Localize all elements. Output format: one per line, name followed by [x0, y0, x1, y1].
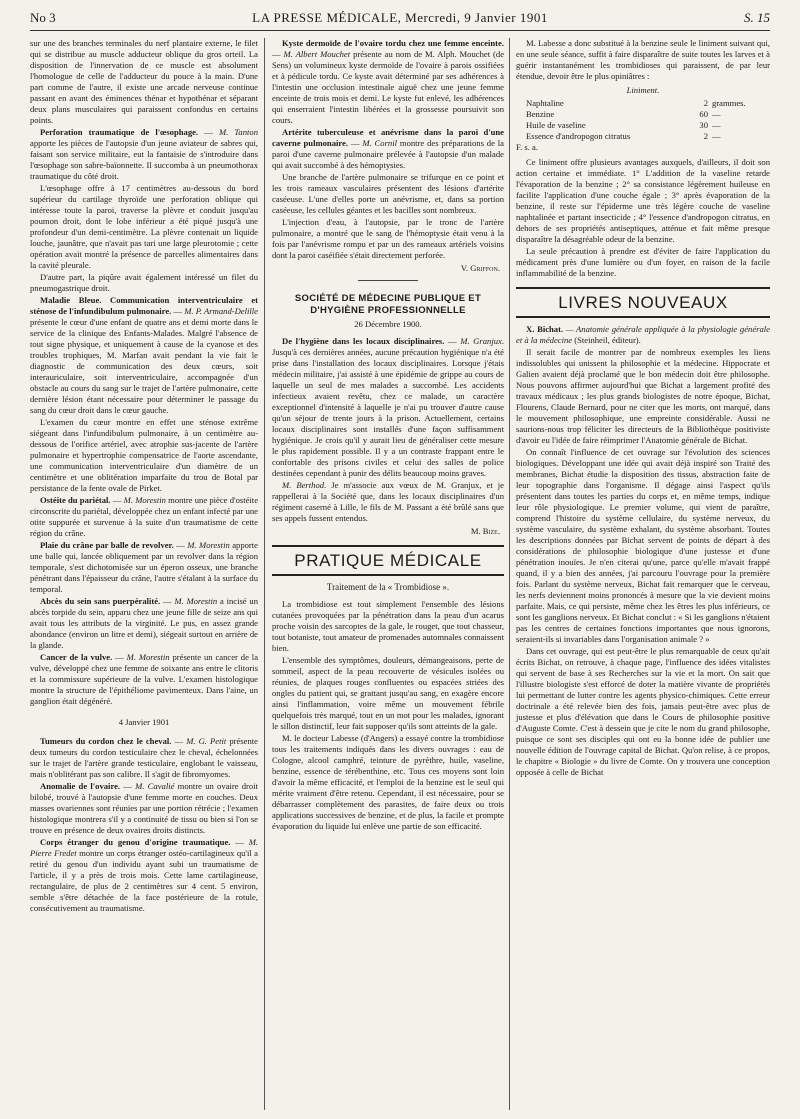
article-title: Maladie Bleue. Communication interventriculaire et sténose de l'infundibulum pulmonaire. [30, 295, 258, 316]
signature: V. Griffon. [460, 263, 500, 273]
article-text: . Je m'associe aux vœux de M. Granjux, et je rappellerai à la Société que, dans les locaux disciplinaires d'un régiment caserné à Lille, le fils de M. Passant a été brûlé sans que ses appels fussent entendus. [272, 480, 504, 523]
article-berthod [272, 480, 504, 524]
ingredient-name: Benzine [526, 109, 555, 119]
ingredient-unit: — [712, 109, 721, 119]
article-text: apporte les pièces de l'autopsie d'un jeune aviateur de sabres qui, faisant son service militaire, eut la fantaisie de s'introduire dans l'œsophage son sabre-baïonnette. Il succomba à un pneumothorax traumatique du côté droit. [30, 138, 258, 181]
liniment-title: Liniment. [626, 85, 660, 95]
paragraph: La seule précaution à prendre est d'éviter de faire l'application du médicament près d'une lumière ou d'un foyer, en raison de la facile inflammabilité de la benzine. [516, 246, 770, 278]
column-3 [516, 38, 770, 1110]
article-author: M. Cavalié [135, 781, 175, 791]
header-rule [30, 30, 770, 31]
paragraph: On connaît l'influence de cet ouvrage sur l'évolution des sciences biologiques. Développant une idée qui avait déjà inspiré son Traité des membranes, Bichat étudie la disposition des tissus, abstraction faite de leur topographie dans l'organisme. Il dégage ainsi l'aspect qu'ils présentent dans toutes les parties du corps et, en même temps, indique leur rôle physiologique. Le premier volume, qui vient de paraître, comprend l'histoire du système cellulaire, du système nerveux, du système vasculaire, du système exhalant, du système absorbant. Toutes les descriptions données par Bichat servent de points de départ à des considérations de philosophie biologique d'une justesse et d'une pénétration inouïes. Je n'en citerai qu'une, parce qu'elle m'avait frappé quand, il y a bien des années, j'ai parcouru l'ouvrage pour la première fois. Parlant du système nerveux, Bichat fait remarquer que le cerveau, les nerfs deviennent moins prononcés à mesure que la vie devient moins parfaite. Mais, ce qui persiste, même chez les êtres les plus inférieurs, ce sont les ganglions nerveux. Et Bichat conclut : « Si les ganglions n'étaient pas les centres de certaines fonctions importantes que nous ignorons, seraient-ils si invariables dans l'organisation animale ? » [516, 447, 770, 644]
article-author: M. Morestin [187, 540, 230, 550]
section-title-pratique-medicale: PRATIQUE MÉDICALE [272, 545, 504, 576]
ingredient-name: Huile de vaseline [526, 120, 586, 130]
ingredient-name: Essence d'andropogon citratus [526, 131, 631, 141]
article-title: Perforation traumatique de l'œsophage. [40, 127, 199, 137]
ingredient-qty: 60 [699, 109, 708, 119]
recipe-row [516, 131, 770, 142]
article-author: M. Albert Mouchet [283, 49, 351, 59]
article-title: De l'hygiène dans les locaux disciplinaires. [282, 336, 445, 346]
section-subtitle: Traitement de la « Trombidiose ». [326, 582, 450, 592]
article-author: M. P. Armand-Delille [184, 306, 258, 316]
article-arterite-tuberculeuse: Artérite tuberculeuse et anévrisme dans la paroi d'une caverne pulmonaire. — M. Cornil montre des préparations de la paroi d'une caverne pulmonaire prélevée à l'autopsie d'un malade qui avait succombé à des hémoptysies. [272, 127, 504, 170]
paragraph: M. Labesse a donc substitué à la benzine seule le liniment suivant qui, en une seule séance, suffit à faire disparaître de suite toutes les larves et à guérir instantanément les trombidioses qui paraissent, de par leur étendue, devoir être le plus opiniâtres : [516, 38, 770, 81]
paragraph: L'examen du cœur montre en effet une sténose extrême siégeant dans l'infundibulum pulmonaire, à un centimètre au-dessous de l'orifice artériel, avec atrophie sus-jacente de l'artère pulmonaire et hypertrophie compensatrice de l'aorte ascendante, une communication interventriculaire d'un diamètre de un centimètre et une oblitération imparfaite du trou de Botal par persistance de la fente ovale de Pirket. [30, 417, 258, 493]
article-title: Kyste dermoïde de l'ovaire tordu chez une femme enceinte. [282, 38, 504, 48]
ingredient-qty: 2 [703, 131, 708, 141]
article-title: Cancer de la vulve. [40, 652, 113, 662]
book-publisher: (Steinheil, éditeur). [574, 335, 641, 345]
article-maladie-bleue: Maladie Bleue. Communication interventriculaire et sténose de l'infundibulum pulmonaire. — M. P. Armand-Delille présente le cœur d'une enfant de quatre ans et demi morte dans le service de la clinique des Enfants-Malades. Malgré l'absence de tout signe physique, et uniquement à cause de la cyanose et des troubles trophiques, M. Marfan avait pendant la vie fait le diagnostic de communication des deux cœurs, soit interauriculaire, soit interventriculaire, accompagnée d'un obstacle au cours du sang sur le trajet de l'artère pulmonaire, cette dernière lésion étant nécessaire pour déterminer le passage du sang du cœur droit dans le cœur gauche. [30, 295, 258, 415]
article-text: apporte une balle qui, lancée obliquement par un revolver dans la région temporale, s'est dichotomisée sur un éperon osseux, une branche pénétrant dans l'épaisseur du crâne, l'autre s'étalant à la surface du temporal. [30, 540, 258, 594]
article-title: Anomalie de l'ovaire. [40, 781, 121, 791]
article-title: Ostéite du pariétal. [40, 495, 111, 505]
article-anomalie-ovaire: Anomalie de l'ovaire. — M. Cavalié montre un ovaire droit bilobé, trouvé à l'autopsie d'une femme morte en couches. Deux masses ovariennes sont réunies par une portion rétrécie ; l'examen histologique montrera s'il y a continuité de tissu ou bien si l'on se trouve en présence de deux ovaires droits distincts. [30, 781, 258, 835]
paragraph: L'injection d'eau, à l'autopsie, par le tronc de l'artère pulmonaire, a montré que le sang de l'hémoptysie était venu à la fois par l'anévrisme rompu et par un des rameaux artériels voisins dont la paroi caséifiée s'était directement perforée. [272, 217, 504, 260]
recipe-row [516, 142, 770, 153]
society-title: SOCIÉTÉ DE MÉDECINE PUBLIQUE ET D'HYGIÈNE PROFESSIONNELLE [294, 293, 482, 316]
recipe-row [516, 109, 770, 120]
article-text: présente le cœur d'une enfant de quatre ans et demi morte dans le service de la clinique des Enfants-Malades. Malgré l'absence de tout signe physique, et uniquement à cause de la cyanose et des troubles trophiques, M. Marfan avait pendant la vie fait le diagnostic de communication des deux cœurs, soit interauriculaire, soit interventriculaire, accompagnée d'un obstacle au cours du sang sur le trajet de l'artère pulmonaire, cette dernière lésion étant nécessaire pour déterminer le passage du sang du cœur droit dans le cœur gauche. [30, 317, 258, 415]
article-title: Corps étranger du genou d'origine traumatique. [40, 837, 231, 847]
article-corps-etranger-genou: Corps étranger du genou d'origine traumatique. — M. Pierre Fredet montre un corps étranger ostéo-cartilagineux qu'il a retiré du genou d'un individu ayant subi un traumatisme de l'article, il y a près de trois mois. Cette lame cartilagineuse, rectangulaire, de plus de 2 centimètres sur 4 cent. 5 environ, semble s'être détachée de la face postérieure de la rotule, consécutivement au traumatisme. [30, 837, 258, 913]
column-2 [272, 38, 504, 1110]
article-title: Tumeurs du cordon chez le cheval. [40, 736, 172, 746]
paragraph: Dans cet ouvrage, qui est peut-être le plus remarquable de ceux qu'ait écrits Bichat, on retrouve, à chaque page, l'influence des idées vitalistes qui servent de base à ses Recherches sur la vie et la mort. On sait que l'illustre biologiste s'est efforcé de doter la matière vivante de propriétés lui permettant de lutter contre les agents physico-chimiques. Cette erreur doctrinale a été relevée bien des fois, jamais peut-être avec plus de justesse et plus d'élévation que dans le Cours de philosophie positive d'Auguste Comte. C'est à dessein que je cite le nom du grand philosophe, puisque ce sont ses disciples qui ont eu la bonne idée de publier une nouvelle édition de l'ouvrage capital de Bichat. Qu'on relise, à ce propos, le chapitre « Biologie » du livre de Comte. On y trouvera une conception opposée à celle de Bichat [516, 646, 770, 777]
article-kyste-dermoide: Kyste dermoïde de l'ovaire tordu chez une femme enceinte. — M. Albert Mouchet présente au nom de M. Alph. Mouchet (de Sens) un volumineux kyste dermoïde de l'ovaire à parois ossifiées et à pédicule tordu. Ce kyste avait déterminé par ses adhérences à l'intestin une occlusion intestinale aiguë chez une jeune femme enceinte de trois mois et demi. Le kyste fut enlevé, les adhérences qui enserraient l'intestin libérées et la grossesse poursuivit son cours. [272, 38, 505, 125]
ingredient-unit: — [712, 131, 721, 141]
article-text: montre une pièce d'ostéite circonscrite du pariétal, développée chez un enfant infecté par une otite suppurée et survenue à la suite d'un traumatisme de cette région du crâne. [30, 495, 259, 538]
journal-title: LA PRESSE MÉDICALE, Mercredi, 9 Janvier 1901 [252, 10, 548, 25]
article-author: M. G. Petit [186, 736, 227, 746]
section-divider [358, 280, 418, 281]
article-title: Abcès du sein sans puerpéralité. [40, 596, 161, 606]
paragraph: M. le docteur Labesse (d'Angers) a essayé contre la trombidiose tous les traitements indiqués dans les divers ouvrages : eau de Cologne, alcool camphré, teinture de pyrèthre, huile, vaseline, benzine, essence de térébenthine, etc. Tous ces moyens sont loin d'avoir la même efficacité, et l'emploi de la benzine est le seul qui mérite vraiment d'être retenu. Cependant, il est nécessaire, pour se débarrasser complètement des parasites, de faire deux ou trois applications successives de benzine, et de plus, la facile et prompte évaporation du liquide lui enlève une partie de son efficacité. [272, 733, 504, 831]
issue-number: No 3 [30, 10, 56, 25]
paragraph: D'autre part, la piqûre avait également intéressé un filet du pneumogastrique droit. [30, 272, 258, 293]
article-author: M. Pierre Fredet [30, 837, 258, 858]
running-header [30, 6, 770, 28]
signature: M. Bize. [470, 526, 500, 536]
article-text: montre des préparations de la paroi d'une caverne pulmonaire prélevée à l'autopsie d'un malade qui avait succombé à des hémoptysies. [272, 138, 504, 170]
column-1 [30, 38, 258, 1110]
article-cancer-vulve: Cancer de la vulve. — M. Morestin présente un cancer de la vulve, développé chez une femme de soixante ans entre le clitoris et la commissure supérieure de la vulve. L'examen histologique montre la structure de l'épithéliome pavimenteux. Dans l'aine, un ganglion était dégénéré. [30, 652, 259, 706]
article-title: Artérite tuberculeuse et anévrisme dans la paroi d'une caverne pulmonaire. [272, 127, 504, 148]
paragraph: La trombidiose est tout simplement l'ensemble des lésions cutanées provoquées par la pénétration dans la peau d'un acarus proche voisin des sarcoptes de la gale, le rouget, que tout chasseur, tout botaniste, tout amateur de promenades automnales connaissent bien. [272, 599, 504, 653]
article-text: montre un corps étranger ostéo-cartilagineux qu'il a retiré du genou d'un individu ayant subi un traumatisme de l'article, il y a près de trois mois. Cette lame cartilagineuse, rectangulaire, de plus de 2 centimètres sur 4 cent. 5 environ, semble s'être détachée de la face postérieure de la rotule, consécutivement au traumatisme. [30, 848, 258, 913]
article-perforation-oesophage: Perforation traumatique de l'œsophage. — M. Tanton apporte les pièces de l'autopsie d'un jeune aviateur de sabres qui, faisant son service militaire, eut la fantaisie de s'introduire dans l'œsophage son sabre-baïonnette. Il succomba à un pneumothorax traumatique du côté droit. [30, 127, 258, 181]
article-author: M. Berthod [282, 480, 325, 490]
book-title: — Anatomie générale appliquée à la physiologie générale et à la médecine [516, 324, 770, 345]
page-reference: S. 15 [744, 10, 770, 25]
article-author: M. Granjux [460, 336, 502, 346]
section-title-livres-nouveaux: LIVRES NOUVEAUX [516, 287, 770, 318]
book-review-heading [516, 324, 770, 346]
article-author: M. Morestin [123, 495, 166, 505]
article-osteite-parietal: Ostéite du pariétal. — M. Morestin montre une pièce d'ostéite circonscrite du pariétal, développée chez un enfant infecté par une otite suppurée et survenue à la suite d'un traumatisme de cette région du crâne. [30, 495, 259, 538]
ingredient-unit: — [712, 120, 721, 130]
paragraph: Ce liniment offre plusieurs avantages auxquels, d'ailleurs, il doit son action certaine et immédiate. 1° L'addition de la vaseline retarde l'évaporation de la benzine ; 2° sa consistance légèrement huileuse en facilite l'application d'une couche égale ; 3° après évaporation de la benzine, il reste sur l'épiderme une très légère couche de vaseline naphtalinée et partant insecticide ; 4° l'essence d'andropogon citratus, en dehors de ses propriétés antiseptiques, atténue et fait même presque disparaître la désagréable odeur de la benzine. [516, 157, 770, 244]
article-author: M. Tanton [218, 127, 258, 137]
session-date: 4 Janvier 1901 [118, 717, 170, 727]
article-author: M. Morestin [126, 652, 170, 662]
article-text: présente deux tumeurs du cordon testiculaire chez le cheval, échelonnées sur le trajet de l'artère grande testiculaire, englobant le vaisseau, mais n'oblitérant pas son calibre. Il s'agit de fibromyomes. [30, 736, 258, 779]
article-title: Plaie du crâne par balle de revolver. [40, 540, 174, 550]
article-abces-sein: Abcès du sein sans puerpéralité. — M. Morestin a incisé un abcès torpide du sein, apparu chez une jeune fille de seize ans qui avait tous les attributs de la virginité. Le pus, en assez grande abondance (environ un litre et demi), siégeait surtout en arrière de la glande. [30, 596, 258, 650]
recipe-fsa: F. s. a. [516, 142, 538, 152]
article-text: montre un ovaire droit bilobé, trouvé à l'autopsie d'une femme morte en couches. Deux masses ovariennes sont réunies par une portion rétrécie ; l'examen histologique montrera s'il y a continuité de tissu ou bien si l'on se trouve en présence de deux ovaires droits distincts. [30, 781, 258, 835]
column-divider-1 [264, 38, 265, 1110]
article-tumeurs-cordon: Tumeurs du cordon chez le cheval. — M. G. Petit présente deux tumeurs du cordon testiculaire chez le cheval, échelonnées sur le trajet de l'artère grande testiculaire, englobant le vaisseau, mais n'oblitérant pas son calibre. Il s'agit de fibromyomes. [30, 736, 258, 779]
society-date: 26 Décembre 1900. [354, 319, 422, 329]
article-hygiene-locaux: De l'hygiène dans les locaux disciplinaires. — M. Granjux. Jusqu'à ces dernières années, aucune précaution hygiénique n'a été prise dans l'installation des locaux disciplinaires. Lorsque j'étais médecin militaire, j'ai assisté à une épidémie de grippe au cours de laquelle un seul de mes malades a succombé. Les accidents infectieux avaient revêtu, chez ce malade, un caractère exceptionnel d'intensité à laquelle je n'ai pu trouver d'autre cause qu'un séjour de trente jours à la prison. Actuellement, certains locaux disciplinaires sont installés d'une façon suffisamment hygiénique. Je crois qu'il y aurait lieu de généraliser cette mesure le plus rapidement possible. Il y a un contraste frappant entre le confortable des prisons civiles et celui des salles de police destinées cependant à punir des délits beaucoup moins graves. [272, 336, 504, 478]
paragraph: Une branche de l'artère pulmonaire se trifurque en ce point et les trois rameaux vasculaires présentent des lésions d'artérite caséeuse. L'une d'elles porte un anévrisme, et, dans sa portion caséeuse, les cellules géantes et les bacilles sont nombreux. [272, 172, 504, 215]
article-author: M. Cornil [362, 138, 397, 148]
article-text: présente au nom de M. Alph. Mouchet (de Sens) un volumineux kyste dermoïde de l'ovaire à parois ossifiées et à pédicule tordu. Ce kyste avait déterminé par ses adhérences à l'intestin une occlusion intestinale aiguë chez une jeune femme enceinte de trois mois et demi. Le kyste fut enlevé, les adhérences qui enserraient l'intestin libérées et la grossesse poursuivit son cours. [272, 49, 505, 125]
article-author: M. Morestin [174, 596, 218, 606]
column-divider-2 [509, 38, 510, 1110]
paragraph: L'ensemble des symptômes, douleurs, démangeaisons, perte de sommeil, aspect de la peau recouverte de vésicules isolées ou réunies, de plaques rouges confluentes ou espacées striées des ongles du patient qui, se grattant jusqu'au sang, en exagère encore ainsi l'inflammation, voire même un mouvement fébrile quelquefois très marqué, tout en un mot pour les malades, ignorant le sillon distinctif, leur fait supposer qu'ils sont atteints de la gale. [272, 655, 504, 731]
article-text: . Jusqu'à ces dernières années, aucune précaution hygiénique n'a été prise dans l'installation des locaux disciplinaires. Lorsque j'étais médecin militaire, j'ai assisté à une épidémie de grippe au cours de laquelle un seul de mes malades a succombé. Les accidents infectieux avaient revêtu, chez ce malade, un caractère exceptionnel d'intensité à laquelle je n'ai pu trouver d'autre cause qu'un séjour de trente jours à la prison. Actuellement, certains locaux disciplinaires sont installés d'une façon suffisamment hygiénique. Je crois qu'il y aurait lieu de généraliser cette mesure le plus rapidement possible. Il y a un contraste frappant entre le confortable des prisons civiles et celui des salles de police destinées cependant à punir des délits beaucoup moins graves. [272, 336, 504, 478]
ingredient-qty: 30 [699, 120, 708, 130]
article-text: présente un cancer de la vulve, développé chez une femme de soixante ans entre le clitoris et la commissure supérieure de la vulve. L'examen histologique montre la structure de l'épithéliome pavimenteux. Dans l'aine, un ganglion était dégénéré. [30, 652, 259, 706]
ingredient-unit: grammes. [712, 98, 746, 108]
article-plaie-crane: Plaie du crâne par balle de revolver. — M. Morestin apporte une balle qui, lancée obliquement par un revolver dans la région temporale, s'est dichotomisée sur un éperon osseux, une branche pénétrant dans l'épaisseur du crâne, l'autre s'étalant à la surface du temporal. [30, 540, 258, 594]
recipe-row [516, 98, 770, 109]
article-text: a incisé un abcès torpide du sein, apparu chez une jeune fille de seize ans qui avait tous les attributs de la virginité. Le pus, en assez grande abondance (environ un litre et demi), siégeait surtout en arrière de la glande. [30, 596, 258, 650]
ingredient-qty: 2 [703, 98, 708, 108]
paragraph: L'œsophage offre à 17 centimètres au-dessous du bord supérieur du cartilage thyroïde une perforation oblique qui intéresse toute la paroi, traverse la plèvre et conduit jusqu'au poumon droit, dont le lobe inférieur a été piqué jusqu'à une profondeur d'un demi-centimètre. La plèvre contenait un liquide louche, jaunâtre, que n'avait pas tari une large pleurotomie ; cette opération avait montré la présence de parcelles alimentaires dans la cavité pleurale. [30, 183, 258, 270]
liniment-recipe [516, 98, 770, 153]
paragraph: sur une des branches terminales du nerf plantaire externe, le filet qui se distribue au muscle adducteur oblique du gros orteil. La disposition de l'innervation de ce muscle est absolument l'homologue de celle de l'adducteur du pouce à la main. D'une part comme de l'autre, il existe une arcade nerveuse continue passant en avant des éminences thénar et hypothénar et séparant deux plans musculaires qui paraissent confondus en certains points. [30, 38, 258, 125]
recipe-row [516, 120, 770, 131]
book-author: X. Bichat. [526, 324, 564, 334]
ingredient-name: Naphtaline [526, 98, 564, 108]
paragraph: Il serait facile de montrer par de nombreux exemples les liens indissolubles qui unissent la philosophie et la médecine. Hippocrate et Galien avaient déjà proclamé que le bon médecin doit être philosophe. Nous pouvons affirmer aujourd'hui que Bichat a largement profité des travaux médicaux ; les plus grands biologistes de notre époque, Bichat, Flourens, Claude Bernard, pour ne citer que les morts, ont marqué, dans le mouvement philosophique, une empreinte considérable. Aussi ne saurions-nous trop féliciter les directeurs de la Bibliothèque positiviste d'avoir eu l'idée de faire réimprimer l'Anatomie générale de Bichat. [516, 347, 770, 445]
